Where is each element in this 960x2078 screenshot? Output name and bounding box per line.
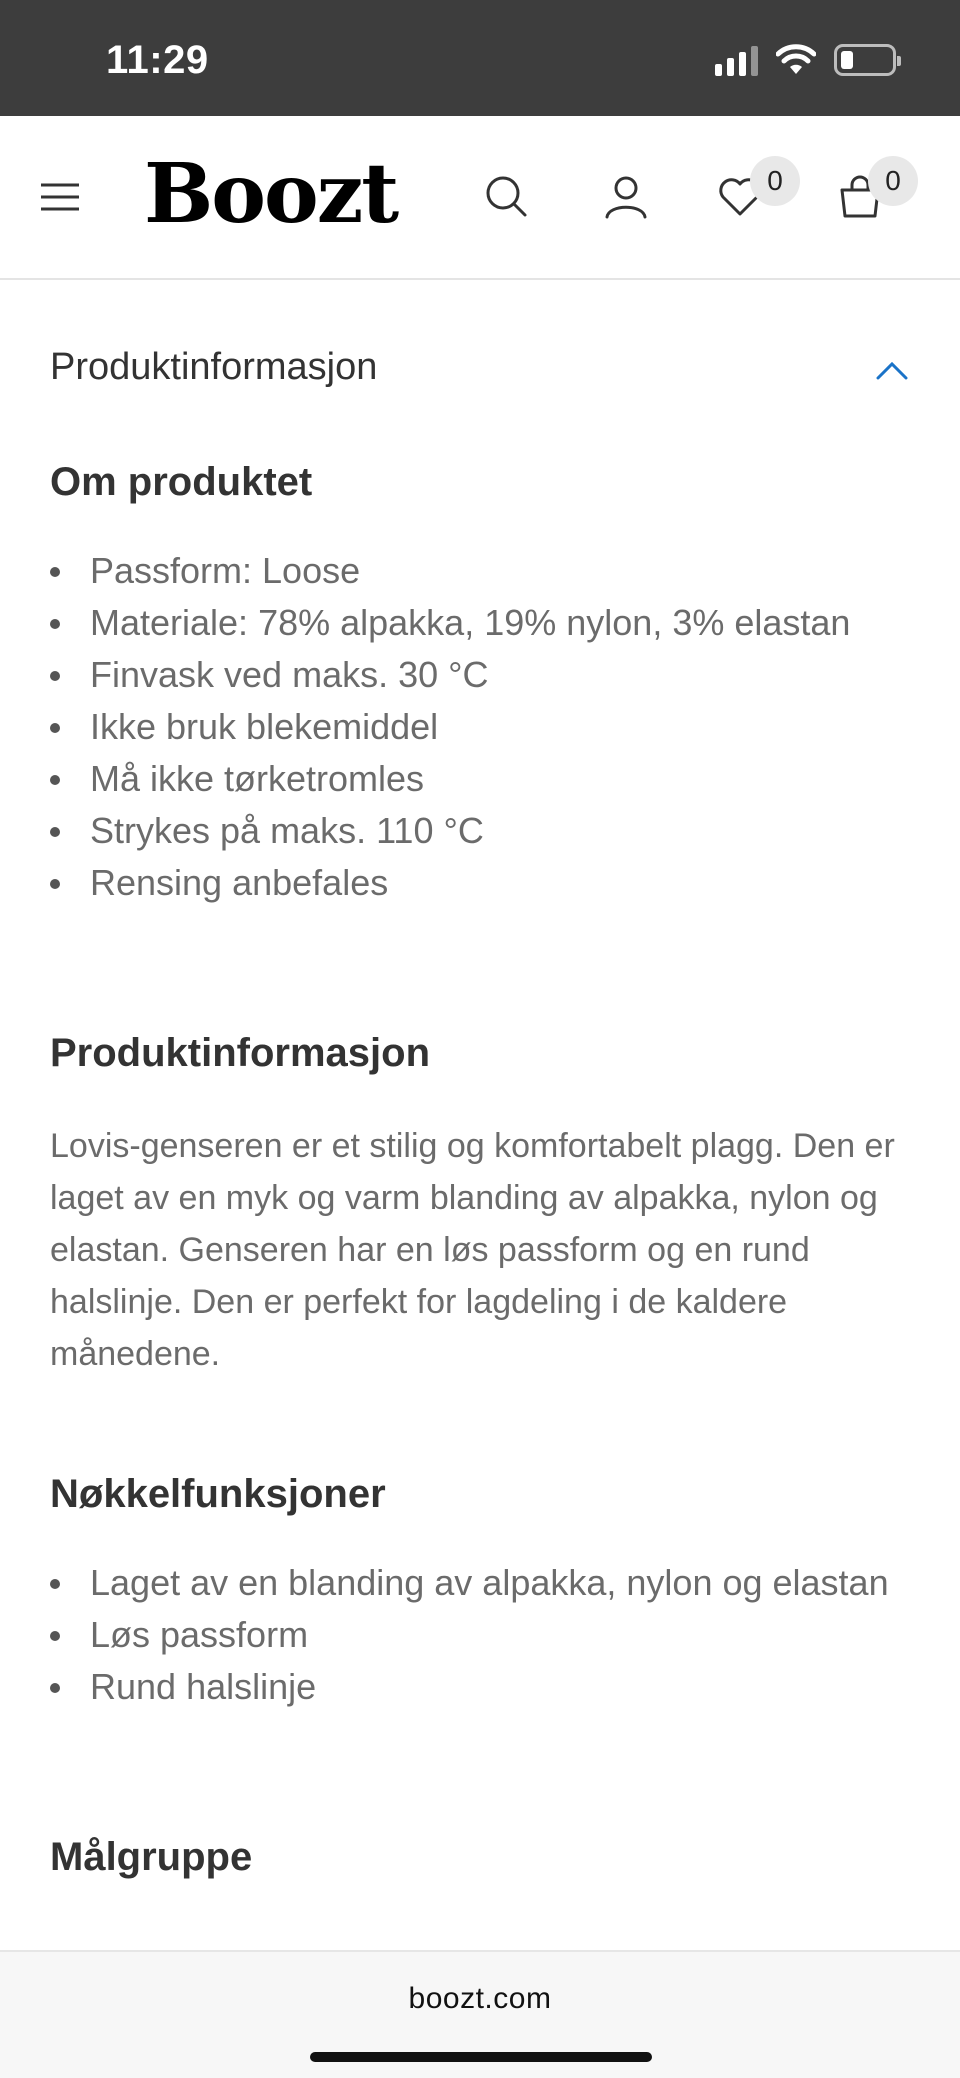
address-bar-url[interactable]: boozt.com <box>408 1982 552 2015</box>
status-bar <box>0 0 960 116</box>
about-list <box>50 545 910 909</box>
cart-count-badge: 0 <box>868 156 918 206</box>
about-title: Om produktet <box>50 460 313 504</box>
product-description-text: Lovis-genseren er et stilig og komfortabelt plagg. Den er laget av en myk og varm blanding av alpakka, nylon og elastan. Genseren har en løs passform og en rund halslinje. Den er perfekt for lagdeling i de kaldere månedene. <box>50 1127 895 1373</box>
list-item: Materiale: 78% alpakka, 19% nylon, 3% elastan <box>50 597 910 649</box>
wishlist-count-badge: 0 <box>750 156 800 206</box>
browser-bottom-bar <box>0 1950 960 2078</box>
site-header <box>0 116 960 280</box>
list-item: Rensing anbefales <box>50 857 910 909</box>
list-item: Finvask ved maks. 30 °C <box>50 649 910 701</box>
hamburger-menu-icon[interactable] <box>40 182 80 212</box>
list-item: Passform: Loose <box>50 545 910 597</box>
about-section <box>50 460 910 909</box>
status-icons <box>715 44 896 76</box>
key-features-title: Nøkkelfunksjoner <box>50 1472 386 1516</box>
search-icon[interactable] <box>482 172 530 220</box>
key-features-list <box>50 1557 910 1713</box>
target-group-section <box>50 1835 910 1880</box>
product-description-section <box>50 1031 910 1380</box>
list-item: Må ikke tørketromles <box>50 753 910 805</box>
target-group-title: Målgruppe <box>50 1835 253 1879</box>
cellular-signal-icon <box>715 44 758 76</box>
list-item: Laget av en blanding av alpakka, nylon og elastan <box>50 1557 910 1609</box>
status-time: 11:29 <box>106 38 209 82</box>
key-features-section <box>50 1472 910 1713</box>
accordion-title: Produktinformasjon <box>50 346 378 388</box>
battery-icon <box>834 44 896 76</box>
account-icon[interactable] <box>602 172 650 220</box>
product-info-content <box>50 280 910 1880</box>
product-description-title: Produktinformasjon <box>50 1031 431 1075</box>
chevron-up-icon[interactable] <box>874 356 910 386</box>
list-item: Strykes på maks. 110 °C <box>50 805 910 857</box>
wifi-icon <box>776 44 816 76</box>
list-item: Ikke bruk blekemiddel <box>50 701 910 753</box>
product-info-accordion-header[interactable] <box>50 280 910 460</box>
home-indicator[interactable] <box>310 2052 652 2062</box>
list-item: Rund halslinje <box>50 1661 910 1713</box>
list-item: Løs passform <box>50 1609 910 1661</box>
brand-logo[interactable]: Boozt <box>144 146 398 242</box>
